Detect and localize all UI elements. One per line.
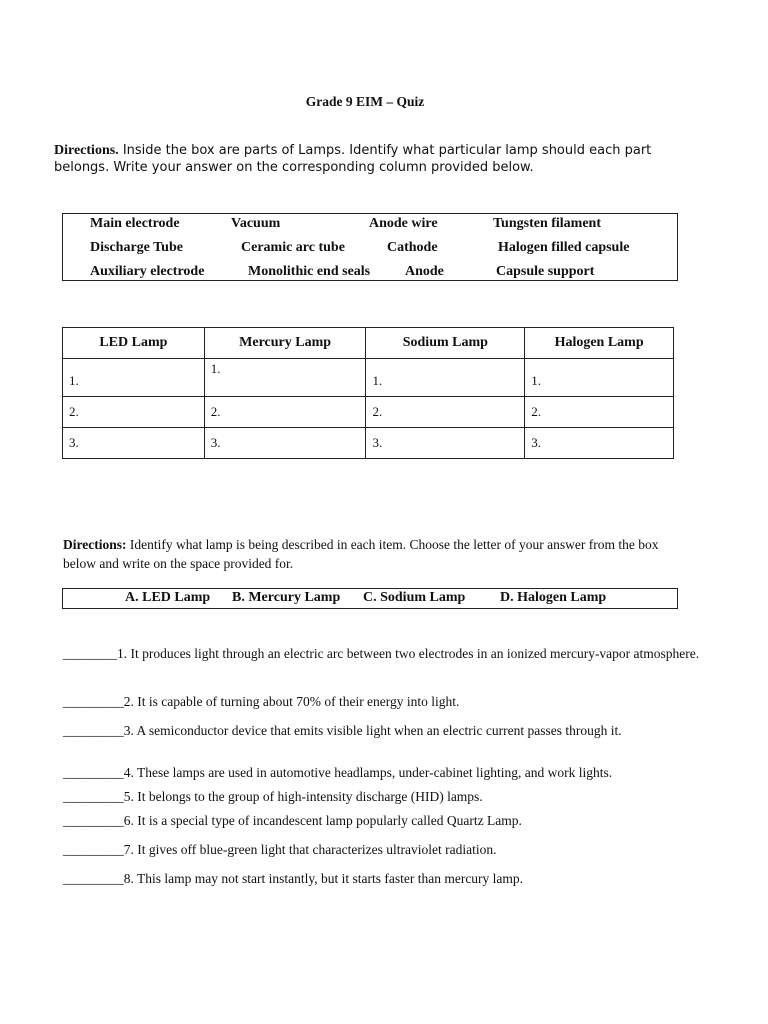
directions-text: Inside the box are parts of Lamps. Identify what particular lamp should each part belongs. Write your answer on the corresponding column provided below. (54, 143, 652, 175)
quiz-title: Grade 9 EIM – Quiz (305, 94, 425, 109)
answer-choices-box (62, 588, 678, 609)
quiz-item-6: _________6. It is a special type of incandescent lamp popularly called Quartz Lamp. (63, 813, 522, 828)
column-header-halogen: Halogen Lamp (525, 328, 674, 359)
answer-cell[interactable]: 1. (525, 359, 674, 397)
answer-cell[interactable]: 1. (63, 359, 205, 397)
quiz-item-2: _________2. It is capable of turning about 70% of their energy into light. (63, 694, 460, 709)
part-item: Capsule support (496, 264, 595, 279)
answer-cell[interactable]: 2. (525, 397, 674, 428)
answer-cell[interactable]: 3. (204, 428, 366, 459)
part-item: Anode wire (369, 216, 438, 231)
choice-c: C. Sodium Lamp (363, 590, 466, 605)
quiz-item-4: _________4. These lamps are used in automotive headlamps, under-cabinet lighting, and work lights. (63, 765, 613, 780)
lamp-parts-box (62, 213, 678, 281)
answer-cell[interactable]: 3. (366, 428, 525, 459)
part-item: Main electrode (90, 216, 180, 231)
directions-text: Identify what lamp is being described in each item. Choose the letter of your answer from the box below and write on the space provided for. (63, 537, 659, 571)
part-item: Anode (405, 264, 444, 279)
column-header-mercury: Mercury Lamp (204, 328, 366, 359)
directions-label: Directions. (54, 143, 119, 158)
part-item: Ceramic arc tube (241, 240, 345, 255)
part-item: Auxiliary electrode (90, 264, 205, 279)
quiz-item-8: _________8. This lamp may not start instantly, but it starts faster than mercury lamp. (63, 871, 524, 886)
column-header-sodium: Sodium Lamp (366, 328, 525, 359)
directions-part-two (63, 535, 683, 573)
part-item: Discharge Tube (90, 240, 183, 255)
table-row (63, 428, 674, 459)
quiz-item-1: ________1. It produces light through an electric arc between two electrodes in an ionized mercury-vapor atmosphere. (63, 646, 700, 661)
part-item: Tungsten filament (493, 216, 602, 231)
column-header-led: LED Lamp (63, 328, 205, 359)
answer-cell[interactable]: 1. (366, 359, 525, 397)
directions-part-one (54, 142, 694, 176)
part-item: Vacuum (231, 216, 281, 231)
table-row (63, 397, 674, 428)
answer-table-header-row (63, 328, 674, 359)
answer-cell[interactable]: 3. (63, 428, 205, 459)
part-item: Cathode (387, 240, 438, 255)
directions-label: Directions: (63, 537, 127, 552)
quiz-item-3: _________3. A semiconductor device that emits visible light when an electric current passes through it. (63, 723, 622, 738)
answer-cell[interactable]: 3. (525, 428, 674, 459)
answer-cell[interactable]: 2. (366, 397, 525, 428)
answer-table (62, 327, 674, 459)
choice-a: A. LED Lamp (125, 590, 211, 605)
choice-d: D. Halogen Lamp (500, 590, 607, 605)
quiz-item-5: _________5. It belongs to the group of high-intensity discharge (HID) lamps. (63, 789, 483, 804)
table-row (63, 359, 674, 397)
answer-cell[interactable]: 2. (63, 397, 205, 428)
choice-b: B. Mercury Lamp (232, 590, 341, 605)
quiz-item-7: _________7. It gives off blue-green light that characterizes ultraviolet radiation. (63, 842, 497, 857)
answer-cell[interactable]: 2. (204, 397, 366, 428)
part-item: Halogen filled capsule (498, 240, 630, 255)
part-item: Monolithic end seals (248, 264, 371, 279)
answer-cell[interactable]: 1. (204, 359, 366, 397)
